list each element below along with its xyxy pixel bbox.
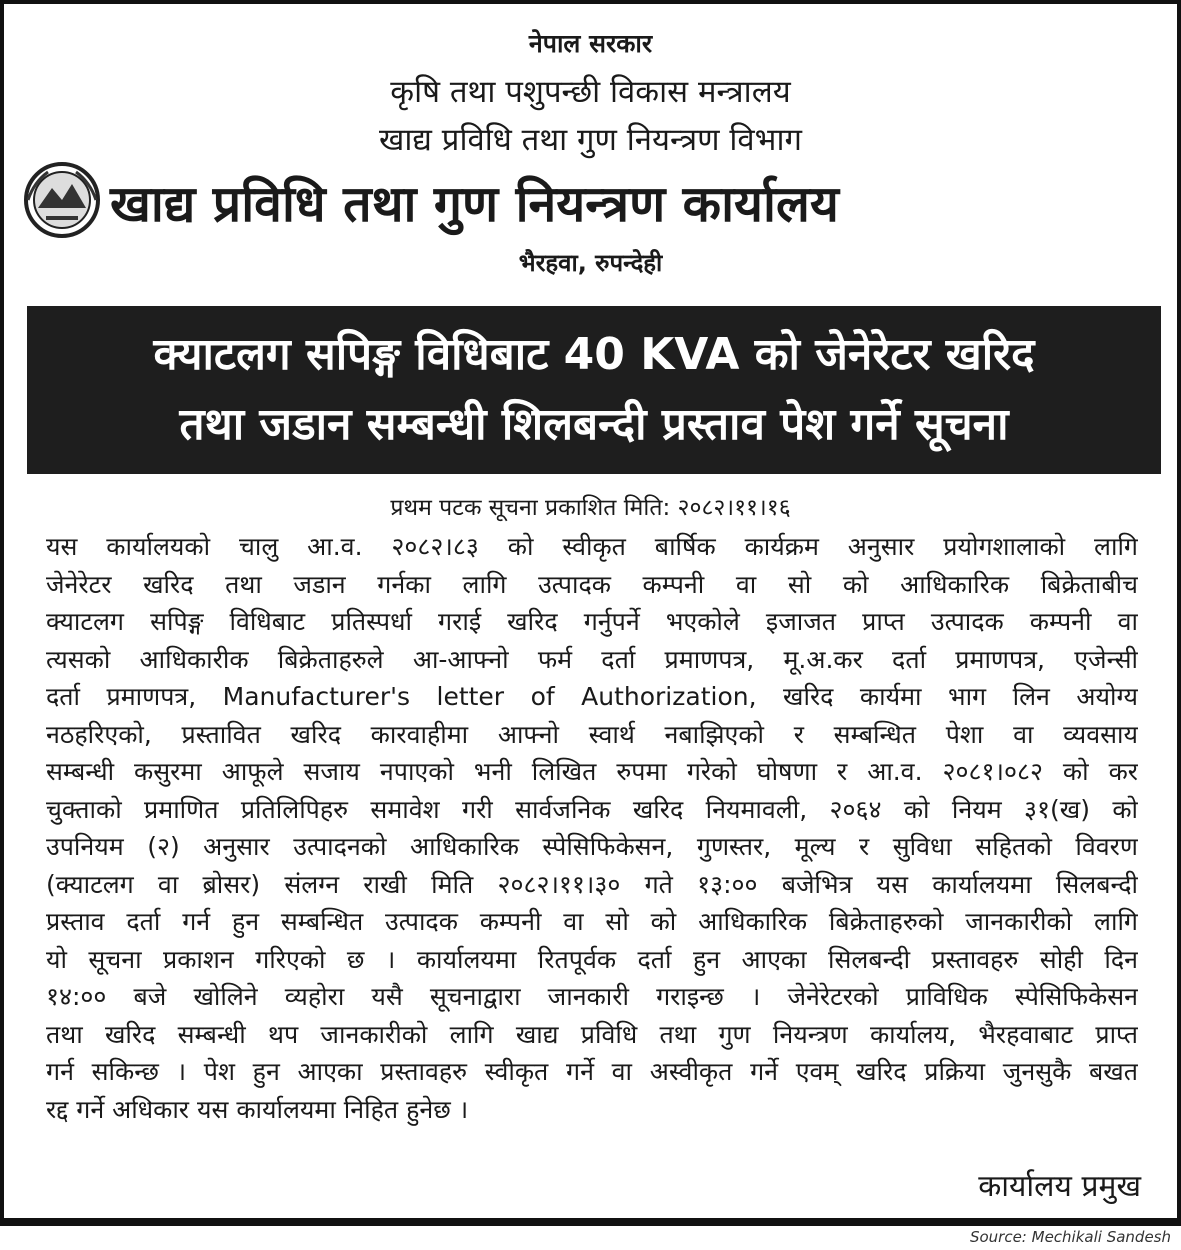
office-location: भैरहवा, रुपन्देही: [518, 249, 663, 277]
notice-title-banner: [27, 306, 1161, 474]
source-credit: Source: Mechikali Sandesh: [969, 1228, 1171, 1246]
body-line: दर्ता प्रमाणपत्र, Manufacturer's letter of Authorization, खरिद कार्यमा भाग लिन अयोग्य: [46, 682, 1138, 711]
body-line: १४:०० बजे खोलिने व्यहोरा यसै सूचनाद्वारा जानकारी गराइन्छ । जेनेरेटरको प्राविधिक स्पेसिफिकेसन: [46, 982, 1138, 1011]
body-line: यस कार्यालयको चालु आ.व. २०८२।८३ को स्वीकृत बार्षिक कार्यक्रम अनुसार प्रयोगशालाको लागि: [46, 532, 1138, 561]
publication-date: प्रथम पटक सूचना प्रकाशित मिति: २०८२।११।१६: [390, 495, 791, 521]
notice-title-line-1: क्याटलग सपिङ्ग विधिबाट 40 KVA को जेनेरेटर खरिद: [153, 329, 1035, 380]
body-line: त्यसको आधिकारीक बिक्रेताहरुले आ-आफ्नो फर्म दर्ता प्रमाणपत्र, मू.अ.कर दर्ता प्रमाणपत्र, एजेन्सी: [46, 644, 1138, 674]
body-line: जेनेरेटर खरिद तथा जडान गर्नका लागि उत्पादक कम्पनी वा सो को आधिकारिक बिक्रेताबीच: [46, 569, 1138, 599]
department-name: खाद्य प्रविधि तथा गुण नियन्त्रण विभाग: [379, 122, 802, 158]
body-line: गर्न सकिन्छ । पेश हुन आएका प्रस्तावहरु स्वीकृत गर्ने वा अस्वीकृत गर्ने एवम् खरिद प्रक्रिया जुनसुकै बखत: [46, 1057, 1138, 1086]
body-line: सम्बन्धी कसुरमा आफूले सजाय नपाएको भनी लिखित रुपमा गरेको घोषणा र आ.व. २०८१।०८२ को कर: [46, 757, 1138, 786]
body-line: (क्याटलग वा ब्रोसर) संलग्न राखी मिति २०८२।११।३० गते १३:०० बजेभित्र यस कार्यालयमा सिलबन्दी: [46, 869, 1138, 899]
government-name: नेपाल सरकार: [528, 29, 653, 58]
notice-body: [46, 528, 1138, 1128]
signature-office-chief: कार्यालय प्रमुख: [978, 1169, 1141, 1204]
body-line: यो सूचना प्रकाशन गरिएको छ । कार्यालयमा रितपूर्वक दर्ता हुन आएका सिलबन्दी प्रस्तावहरु सोही दिन: [46, 944, 1138, 974]
notice-title-line-2: तथा जडान सम्बन्धी शिलबन्दी प्रस्ताव पेश गर्ने सूचना: [179, 399, 1009, 450]
body-line: प्रस्ताव दर्ता गर्न हुन सम्बन्धित उत्पादक कम्पनी वा सो को आधिकारिक बिक्रेताहरुको जानकारीको लागि: [46, 907, 1138, 936]
body-line: चुक्ताको प्रमाणित प्रतिलिपिहरु समावेश गरी सार्वजनिक खरिद नियमावली, २०६४ को नियम ३१(ख) को: [46, 794, 1138, 824]
ministry-name: कृषि तथा पशुपन्छी विकास मन्त्रालय: [390, 74, 791, 110]
body-line: तथा खरिद सम्बन्धी थप जानकारीको लागि खाद्य प्रविधि तथा गुण नियन्त्रण कार्यालय, भैरहवाबाट प्राप्त: [46, 1019, 1138, 1049]
office-name: खाद्य प्रविधि तथा गुण नियन्त्रण कार्यालय: [110, 175, 839, 233]
body-line: रद्द गर्ने अधिकार यस कार्यालयमा निहित हुनेछ ।: [46, 1094, 469, 1124]
body-line: उपनियम (२) अनुसार उत्पादनको आधिकारिक स्पेसिफिकेसन, गुणस्तर, मूल्य र सुविधा सहितको विवरण: [46, 832, 1138, 861]
nepal-government-emblem-icon: [22, 160, 102, 240]
body-line: नठहरिएको, प्रस्तावित खरिद कारवाहीमा आफ्नो स्वार्थ नबाझिएको र सम्बन्धित पेशा वा व्यवसाय: [46, 719, 1138, 749]
body-line: क्याटलग सपिङ्ग विधिबाट प्रतिस्पर्धा गराई खरिद गर्नुपर्ने भएकोले इजाजत प्राप्त उत्पादक कम्पनी वा: [46, 607, 1138, 636]
